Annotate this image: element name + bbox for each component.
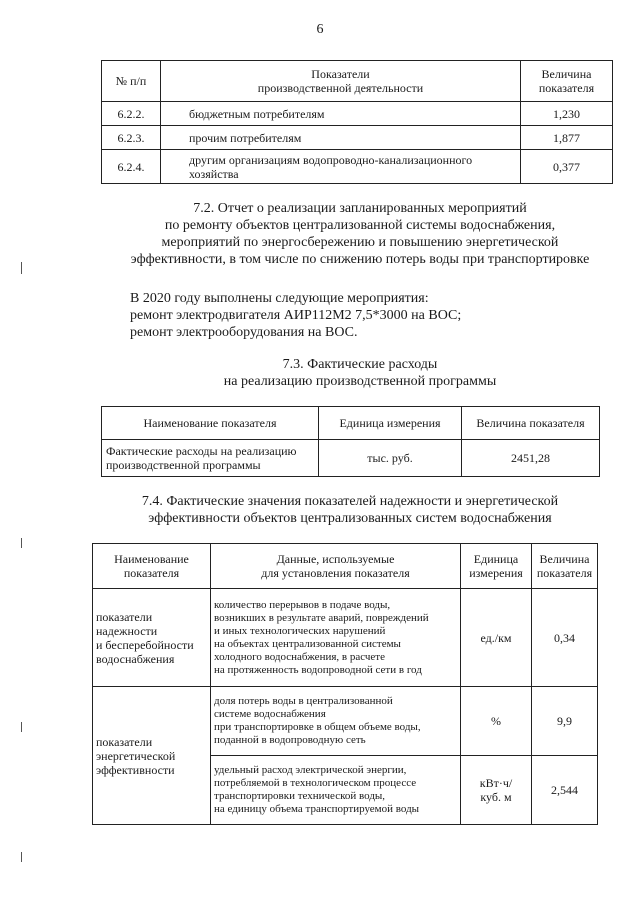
row-num: 6.2.4.: [102, 150, 161, 184]
column-header-value: Величина показателя: [532, 544, 598, 589]
row-unit: ед./км: [461, 589, 532, 687]
row-unit: тыс. руб.: [319, 440, 462, 477]
row-name: Фактические расходы на реализацию производственной программы: [102, 440, 319, 477]
row-num: 6.2.3.: [102, 126, 161, 150]
row-data: удельный расход электрической энергии, потребляемой в технологическом процессе транспортировки технической воды, на единицу объема транспортируемой воды: [211, 756, 461, 825]
margin-mark: [21, 538, 22, 548]
column-header-name: Наименование показателя: [93, 544, 211, 589]
row-value: 2451,28: [462, 440, 600, 477]
row-name: показатели надежности и бесперебойности водоснабжения: [93, 589, 211, 687]
row-value: 9,9: [532, 687, 598, 756]
table-row: [102, 102, 613, 126]
column-header-name: Наименование показателя: [102, 407, 319, 440]
row-value: 2,544: [532, 756, 598, 825]
production-indicators-table: [101, 60, 613, 184]
page-number: 6: [316, 22, 324, 37]
reliability-efficiency-table: [92, 543, 598, 825]
row-value: 1,877: [521, 126, 613, 150]
table-row: [93, 687, 598, 756]
section-7-2-title: 7.2. Отчет о реализации запланированных мероприятий по ремонту объектов централизованной системы водоснабжения, мероприятий по энергосбережению и повышению энергетической эффективности, в том числе по снижению потерь воды при транспортировке: [130, 201, 590, 267]
table-header-row: [93, 544, 598, 589]
section-7-3-title: 7.3. Фактические расходы на реализацию производственной программы: [223, 357, 497, 389]
column-header-value: Величина показателя: [521, 61, 613, 102]
row-value: 0,377: [521, 150, 613, 184]
actual-expenses-table: [101, 406, 600, 477]
row-unit: %: [461, 687, 532, 756]
table-row: [102, 126, 613, 150]
column-header-data: Данные, используемые для установления показателя: [211, 544, 461, 589]
row-data: доля потерь воды в централизованной системе водоснабжения при транспортировке в общем объеме воды, поданной в водопроводную сеть: [211, 687, 461, 756]
table-header-row: [102, 61, 613, 102]
row-name: прочим потребителям: [161, 126, 521, 150]
column-header-unit: Единица измерения: [319, 407, 462, 440]
column-header-unit: Единица измерения: [461, 544, 532, 589]
table-header-row: [102, 407, 600, 440]
margin-mark: [21, 852, 22, 862]
margin-mark: [21, 262, 22, 274]
margin-mark: [21, 722, 22, 732]
row-value: 0,34: [532, 589, 598, 687]
table-row: [93, 589, 598, 687]
section-7-2-body: В 2020 году выполнены следующие мероприятия: ремонт электродвигателя АИР112М2 7,5*3000 на ВОС; ремонт электрооборудования на ВОС.: [130, 291, 462, 340]
row-name: показатели энергетической эффективности: [93, 687, 211, 825]
column-header-name: Показатели производственной деятельности: [161, 61, 521, 102]
row-unit: кВт·ч/ куб. м: [461, 756, 532, 825]
section-7-4-title: 7.4. Фактические значения показателей надежности и энергетической эффективности объектов централизованных систем водоснабжения: [141, 494, 559, 526]
row-name: бюджетным потребителям: [161, 102, 521, 126]
row-name: другим организациям водопроводно-канализационного хозяйства: [161, 150, 521, 184]
table-row: [102, 150, 613, 184]
column-header-value: Величина показателя: [462, 407, 600, 440]
row-num: 6.2.2.: [102, 102, 161, 126]
column-header-num: № п/п: [102, 61, 161, 102]
row-value: 1,230: [521, 102, 613, 126]
row-data: количество перерывов в подаче воды, возникших в результате аварий, повреждений и иных технологических нарушений на объектах централизованной системы холодного водоснабжения, в расчете на протяженность водопроводной сети в год: [211, 589, 461, 687]
table-row: [102, 440, 600, 477]
